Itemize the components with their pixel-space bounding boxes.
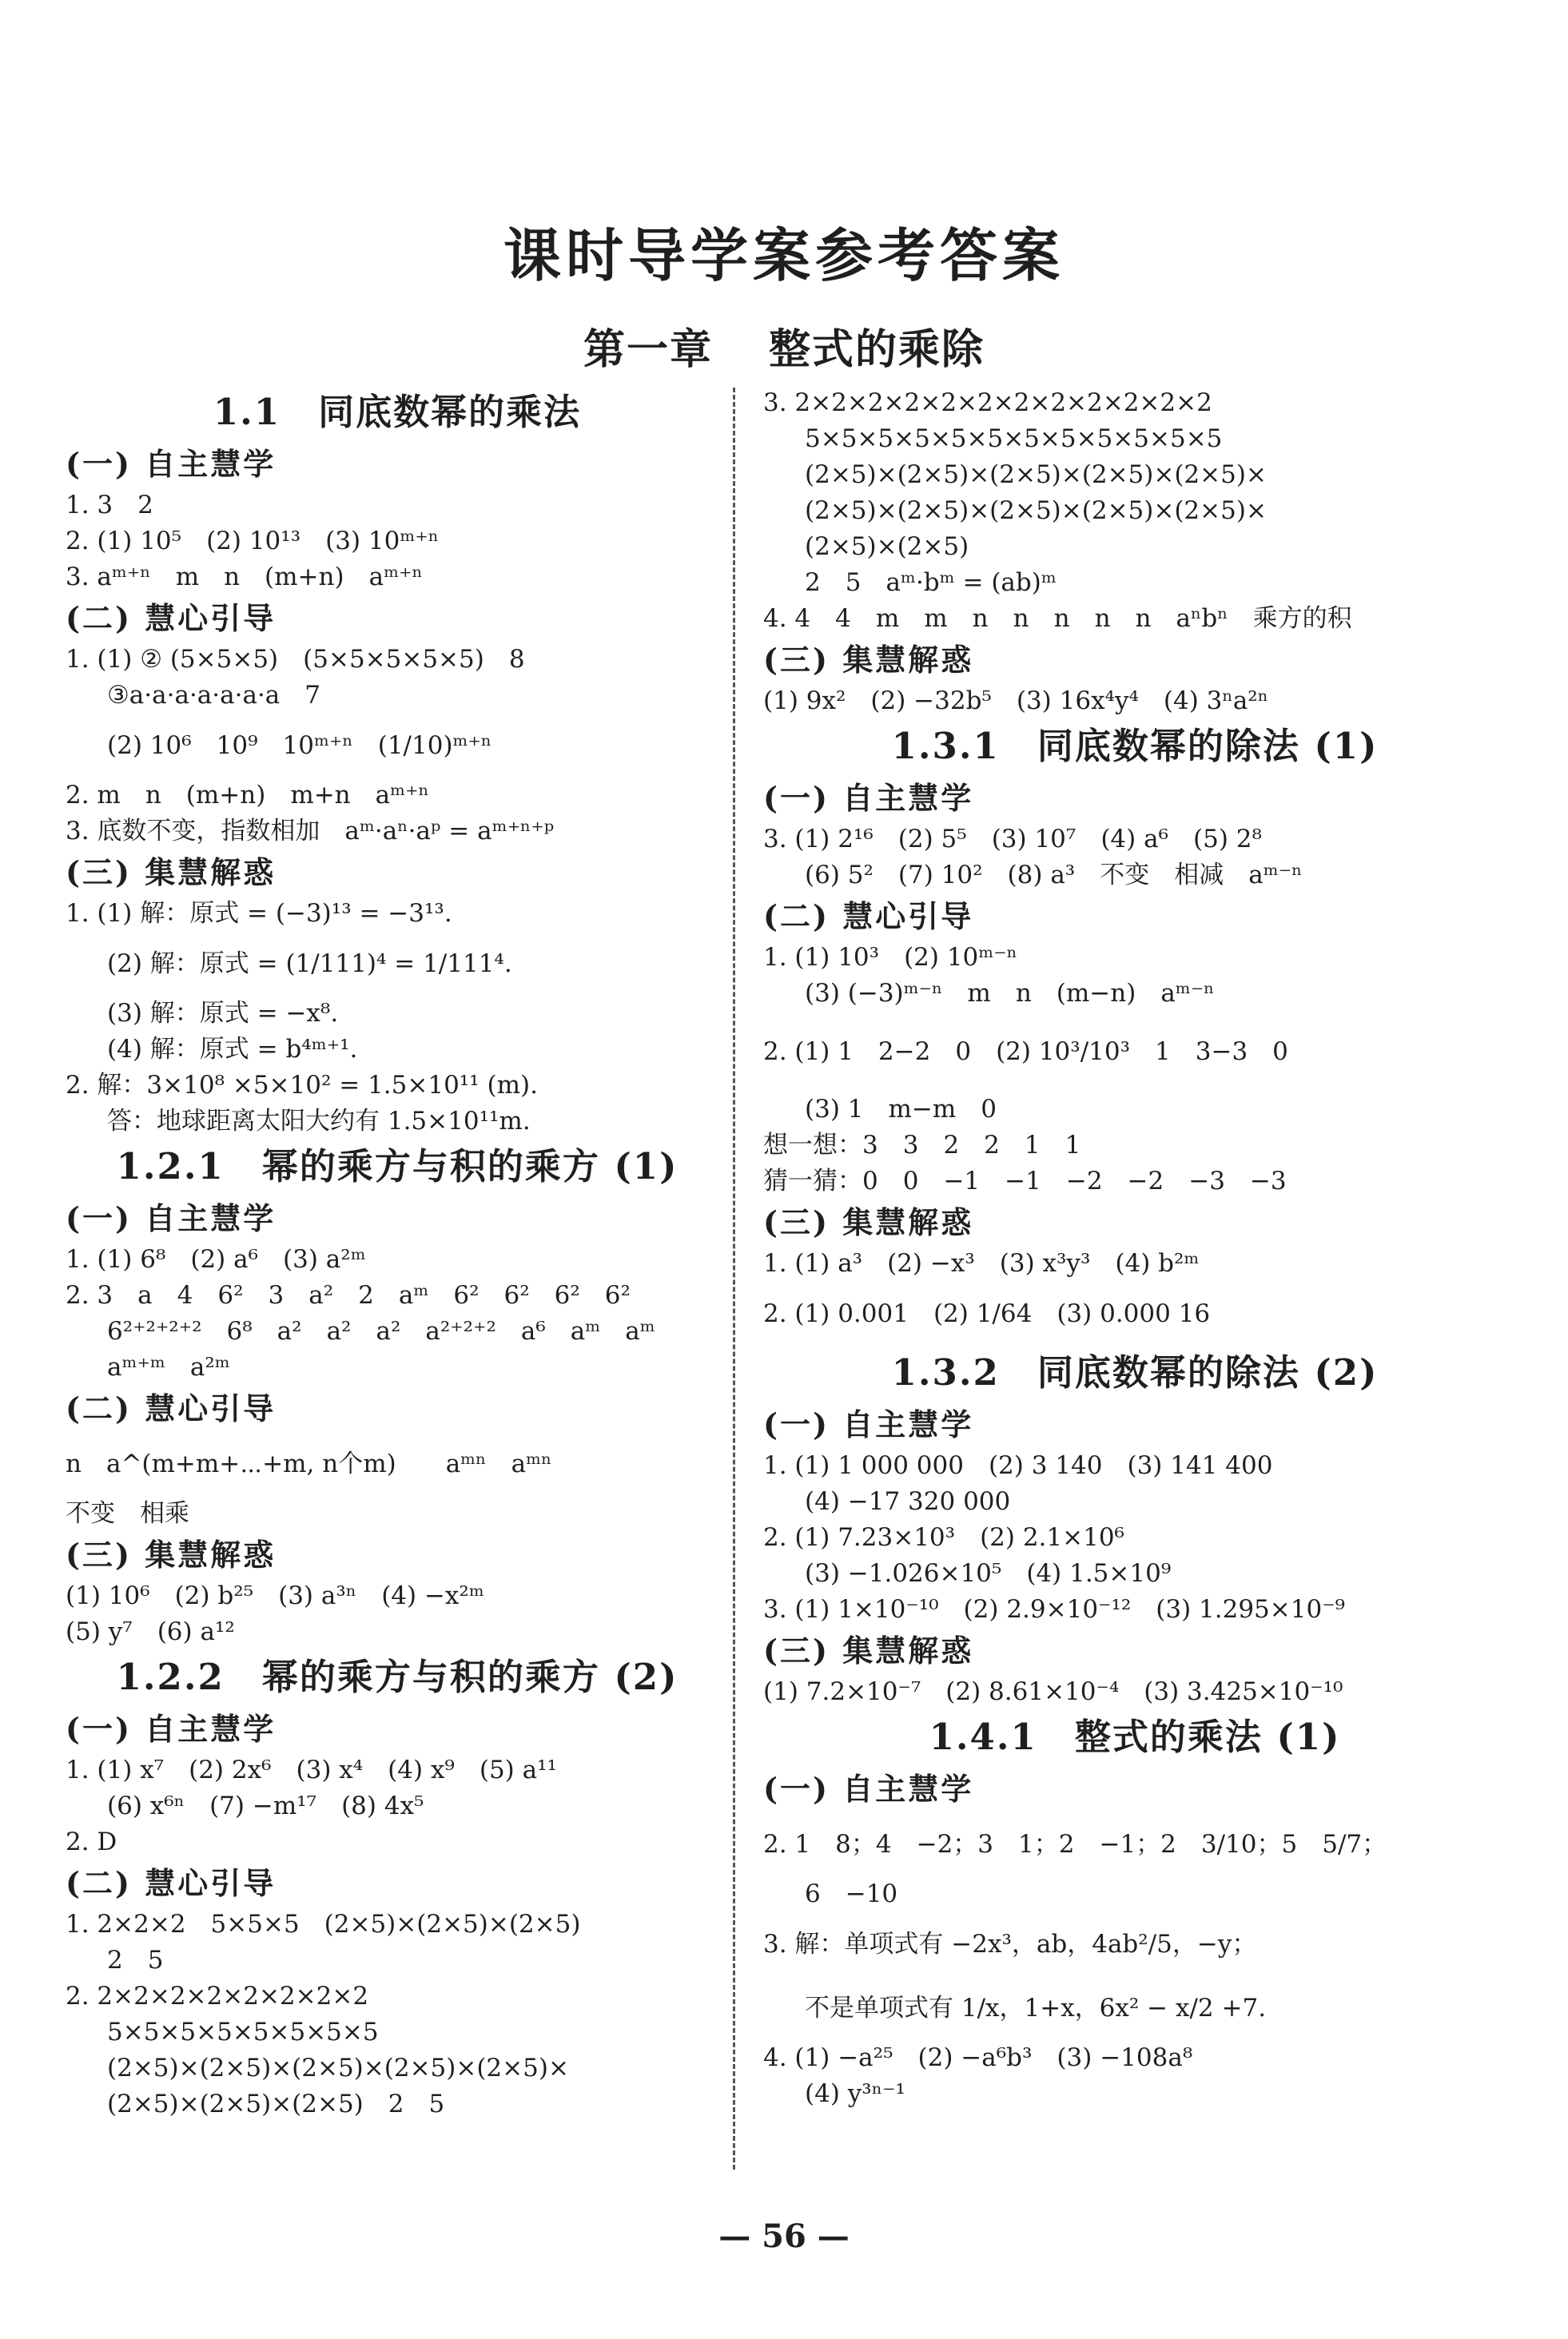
answer-line: 3. (1) 2¹⁶ (2) 5⁵ (3) 10⁷ (4) a⁶ (5) 2⁸ bbox=[763, 825, 1262, 853]
subsection-heading: (三) 集慧解惑 bbox=[763, 1204, 974, 1240]
answer-line: 1. (1) 6⁸ (2) a⁶ (3) a²ᵐ bbox=[66, 1245, 366, 1274]
chapter-title bbox=[0, 316, 1568, 376]
answer-line: 1. (1) 1 000 000 (2) 3 140 (3) 141 400 bbox=[763, 1451, 1273, 1480]
answer-line: 2 5 bbox=[107, 1946, 164, 1975]
answer-line: 3. (1) 1×10⁻¹⁰ (2) 2.9×10⁻¹² (3) 1.295×10⁻⁹ bbox=[763, 1595, 1345, 1624]
answer-line: (2×5)×(2×5) bbox=[805, 532, 969, 561]
answer-line: 5×5×5×5×5×5×5×5×5×5×5×5 bbox=[805, 424, 1223, 453]
answer-line: 1. (1) 10³ (2) 10ᵐ⁻ⁿ bbox=[763, 943, 1018, 972]
answer-line: 1. (1) a³ (2) −x³ (3) x³y³ (4) b²ᵐ bbox=[763, 1249, 1200, 1278]
answer-line: (5) y⁷ (6) a¹² bbox=[66, 1617, 235, 1646]
answer-line: 2. (1) 7.23×10³ (2) 2.1×10⁶ bbox=[763, 1523, 1124, 1552]
answer-line: (4) y³ⁿ⁻¹ bbox=[805, 2079, 905, 2108]
subsection-heading: (一) 自主慧学 bbox=[66, 1200, 277, 1236]
answer-line: (2×5)×(2×5)×(2×5)×(2×5)×(2×5)× bbox=[107, 2054, 569, 2082]
answer-line: 2. 1 8；4 −2；3 1；2 −1；2 3/10；5 5/7； bbox=[763, 1830, 1387, 1859]
chapter-label: 第一章 bbox=[583, 325, 713, 374]
answer-line: 4. 4 4 m m n n n n n aⁿbⁿ 乘方的积 bbox=[763, 604, 1352, 633]
answer-line: (4) −17 320 000 bbox=[805, 1487, 1011, 1516]
answer-line: 想一想：3 3 2 2 1 1 bbox=[763, 1131, 1081, 1160]
answer-line: 6 −10 bbox=[805, 1880, 898, 1908]
section-title: 1.4.1 整式的乘法 (1) bbox=[929, 1716, 1341, 1758]
answer-line: (2×5)×(2×5)×(2×5) 2 5 bbox=[107, 2090, 445, 2118]
subsection-heading: (二) 慧心引导 bbox=[763, 898, 974, 934]
right-column bbox=[763, 385, 1506, 2112]
subsection-heading: (三) 集慧解惑 bbox=[66, 854, 277, 890]
answer-line: (3) −1.026×10⁵ (4) 1.5×10⁹ bbox=[805, 1559, 1172, 1588]
subsection-heading: (一) 自主慧学 bbox=[66, 446, 277, 482]
answer-line: (1) 9x² (2) −32b⁵ (3) 16x⁴y⁴ (4) 3ⁿa²ⁿ bbox=[763, 686, 1269, 715]
answer-line: (3) 1 m−m 0 bbox=[805, 1095, 997, 1124]
answer-line: 2. m n (m+n) m+n aᵐ⁺ⁿ bbox=[66, 781, 429, 810]
answer-line: 6²⁺²⁺²⁺² 6⁸ a² a² a² a²⁺²⁺² a⁶ aᵐ aᵐ bbox=[107, 1317, 655, 1346]
answer-line: 2. (1) 0.001 (2) 1/64 (3) 0.000 16 bbox=[763, 1299, 1211, 1328]
answer-line: 猜一猜：0 0 −1 −1 −2 −2 −3 −3 bbox=[763, 1167, 1287, 1195]
page-title: 课时导学案参考答案 bbox=[503, 221, 1065, 289]
answer-line: (2) 解：原式 = (1/111)⁴ = 1/111⁴. bbox=[107, 949, 512, 978]
answer-line: (2×5)×(2×5)×(2×5)×(2×5)×(2×5)× bbox=[805, 460, 1267, 489]
answer-line: 5×5×5×5×5×5×5×5 bbox=[107, 2018, 379, 2047]
answer-line: 1. (1) 解：原式 = (−3)¹³ = −3¹³. bbox=[66, 899, 452, 928]
answer-line: ③a·a·a·a·a·a·a 7 bbox=[107, 681, 321, 710]
section-title: 1.3.1 同底数幂的除法 (1) bbox=[891, 725, 1379, 767]
answer-line: aᵐ⁺ᵐ a²ᵐ bbox=[107, 1353, 230, 1382]
answer-line: n a^(m+m+⋯+m, n个m) aᵐⁿ aᵐⁿ bbox=[66, 1450, 552, 1478]
answer-line: 2. (1) 10⁵ (2) 10¹³ (3) 10ᵐ⁺ⁿ bbox=[66, 527, 440, 555]
answer-line: 2 5 aᵐ·bᵐ = (ab)ᵐ bbox=[805, 568, 1057, 597]
answer-line: (3) (−3)ᵐ⁻ⁿ m n (m−n) aᵐ⁻ⁿ bbox=[805, 979, 1215, 1008]
answer-line: 2. 解：3×10⁸ ×5×10² = 1.5×10¹¹ (m). bbox=[66, 1071, 538, 1100]
subsection-heading: (一) 自主慧学 bbox=[763, 780, 974, 816]
answer-line: 3. aᵐ⁺ⁿ m n (m+n) aᵐ⁺ⁿ bbox=[66, 563, 423, 591]
answer-line: 1. (1) ② (5×5×5) (5×5×5×5×5) 8 bbox=[66, 645, 525, 674]
subsection-heading: (二) 慧心引导 bbox=[66, 600, 277, 636]
answer-line: (1) 7.2×10⁻⁷ (2) 8.61×10⁻⁴ (3) 3.425×10⁻¹⁰ bbox=[763, 1677, 1343, 1706]
chapter-name: 整式的乘除 bbox=[769, 325, 985, 374]
answer-line: 3. 底数不变，指数相加 aᵐ·aⁿ·aᵖ = aᵐ⁺ⁿ⁺ᵖ bbox=[66, 817, 555, 845]
column-divider bbox=[733, 388, 735, 2170]
page-number: — 56 — bbox=[718, 2218, 850, 2255]
answer-line: 答：地球距离太阳大约有 1.5×10¹¹m. bbox=[107, 1107, 531, 1136]
subsection-heading: (一) 自主慧学 bbox=[763, 1771, 974, 1807]
answer-line: (3) 解：原式 = −x⁸. bbox=[107, 999, 339, 1028]
answer-line: (4) 解：原式 = b⁴ᵐ⁺¹. bbox=[107, 1035, 358, 1064]
answer-line: 不是单项式有 1/x，1+x，6x² − x/2 +7. bbox=[805, 1994, 1267, 2023]
subsection-heading: (二) 慧心引导 bbox=[66, 1865, 277, 1901]
answer-line: 1. (1) x⁷ (2) 2x⁶ (3) x⁴ (4) x⁹ (5) a¹¹ bbox=[66, 1756, 557, 1784]
left-column bbox=[66, 385, 729, 2122]
answer-line: (2) 10⁶ 10⁹ 10ᵐ⁺ⁿ (1/10)ᵐ⁺ⁿ bbox=[107, 731, 492, 760]
section-title: 1.2.1 幂的乘方与积的乘方 (1) bbox=[116, 1145, 679, 1187]
answer-line: 2. (1) 1 2−2 0 (2) 10³/10³ 1 3−3 0 bbox=[763, 1037, 1288, 1066]
answer-line: (2×5)×(2×5)×(2×5)×(2×5)×(2×5)× bbox=[805, 496, 1267, 525]
answer-line: 1. 3 2 bbox=[66, 491, 153, 519]
subsection-heading: (三) 集慧解惑 bbox=[66, 1537, 277, 1573]
answer-line: 4. (1) −a²⁵ (2) −a⁶b³ (3) −108a⁸ bbox=[763, 2043, 1193, 2072]
answer-line: 3. 2×2×2×2×2×2×2×2×2×2×2×2 bbox=[763, 388, 1212, 417]
answer-line: (1) 10⁶ (2) b²⁵ (3) a³ⁿ (4) −x²ᵐ bbox=[66, 1581, 484, 1610]
section-title: 1.3.2 同底数幂的除法 (2) bbox=[891, 1351, 1379, 1394]
answer-line: 2. 3 a 4 6² 3 a² 2 aᵐ 6² 6² 6² 6² bbox=[66, 1281, 631, 1310]
subsection-heading: (三) 集慧解惑 bbox=[763, 642, 974, 678]
answer-line: (6) 5² (7) 10² (8) a³ 不变 相减 aᵐ⁻ⁿ bbox=[805, 861, 1303, 889]
answer-line: 不变 相乘 bbox=[66, 1499, 189, 1528]
subsection-heading: (二) 慧心引导 bbox=[66, 1390, 277, 1426]
answer-line: 1. 2×2×2 5×5×5 (2×5)×(2×5)×(2×5) bbox=[66, 1910, 581, 1939]
answer-line: 2. 2×2×2×2×2×2×2×2 bbox=[66, 1982, 369, 2011]
subsection-heading: (一) 自主慧学 bbox=[763, 1406, 974, 1442]
answer-line: (6) x⁶ⁿ (7) −m¹⁷ (8) 4x⁵ bbox=[107, 1792, 424, 1820]
subsection-heading: (一) 自主慧学 bbox=[66, 1711, 277, 1747]
answer-line: 3. 解：单项式有 −2x³，ab，4ab²/5，−y； bbox=[763, 1930, 1257, 1959]
subsection-heading: (三) 集慧解惑 bbox=[763, 1633, 974, 1669]
section-title: 1.1 同底数幂的乘法 bbox=[213, 391, 582, 433]
answer-line: 2. D bbox=[66, 1828, 117, 1856]
section-title: 1.2.2 幂的乘方与积的乘方 (2) bbox=[116, 1656, 679, 1698]
